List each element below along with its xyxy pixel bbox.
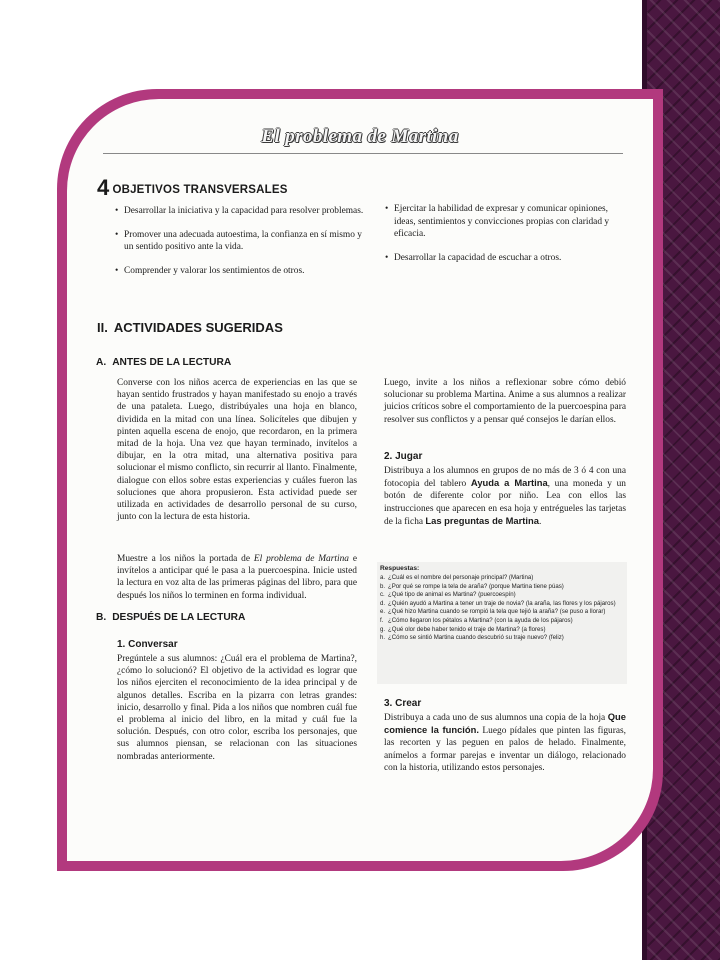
answer-text: ¿Qué tipo de animal es Martina? (puercoespín) (388, 591, 516, 599)
conversar-paragraph: Pregúntele a sus alumnos: ¿Cuál era el problema de Martina?, ¿cómo lo solucionó? El objetivo de la actividad es lograr que los niños ejerciten el reconocimiento de la idea principal y de algunos detalles. Escriba en la pizarra con letras grandes: inicio, desarrollo y final. Pida a los niños que nombren cuál fue el problema al inicio del libro, en la mitad y cuál fue la solución. Después, con otro color, escriba los personajes, que sus alumnos piensan, se relacionan con las situaciones nombradas anteriormente. (117, 654, 357, 762)
section-ii-title: ACTIVIDADES SUGERIDAS (113, 320, 283, 335)
answer-letter: e. (380, 608, 386, 616)
page-title: El problema de Martina (261, 126, 459, 147)
document-page (67, 99, 653, 861)
answer-item (380, 626, 624, 635)
answer-text: ¿Qué olor debe haber tenido el traje de Martina? (a flores) (388, 625, 546, 633)
subsection-a-letter: A. (96, 357, 107, 368)
answers-title: Respuestas: (380, 565, 420, 572)
answer-item (380, 591, 624, 600)
paragraph-text: . (538, 516, 542, 527)
crear-paragraph (384, 711, 626, 774)
subsection-a-heading (96, 357, 231, 368)
jugar-heading: 2. Jugar (384, 451, 423, 462)
crear-heading: 3. Crear (384, 698, 422, 709)
answer-text: ¿Cuál es el nombre del personaje principal? (Martina) (388, 574, 534, 581)
answer-letter: f. (380, 616, 384, 624)
before-reading-paragraph-1: Converse con los niños acerca de experiencias en las que se hayan sentido frustrados y hayan manifestado su enojo a través de una pataleta. Luego, distribúyales una hoja en blanco, dividida en la mitad con una línea. Solicíteles que dibujen y pinten aquella escena de enojo, que recordaron, en la primera mitad de la hoja. Una vez que hayan terminado, invítelos a dibujar, en la otra mitad, una alternativa positiva para solucionar el mismo conflicto, sin recurrir al llanto. Finalmente, dialogue con ellos sobre estas experiencias y cuáles fueron las soluciones que ahora propusieron. Esta actividad puede ser utilizada en actividades de desarrollo personal de su curso, junto con la lectura de esta historia. (117, 378, 357, 523)
answer-text: ¿Quién ayudó a Martina a tener un traje de novia? (la araña, las flores y los pájaros) (388, 599, 616, 607)
answer-letter: d. (380, 599, 386, 607)
answer-item (380, 574, 624, 583)
before-reading-paragraph-2 (117, 553, 357, 602)
answer-text: ¿Cómo llegaron los pétalos a Martina? (con la ayuda de los pájaros) (388, 616, 573, 624)
objective-item: • Ejercitar la habilidad de expresar y comunicar opiniones, ideas, sentimientos y convicciones propias con claridad y eficacia. (385, 203, 629, 241)
worksheet-name-bold: Que comience la función. (384, 711, 626, 736)
book-title-italic: El problema de Martina (253, 554, 349, 564)
paragraph-text: , una moneda y un botón de diferente color por niño. Lea con ellos las instrucciones que aparecen en esa hoja y entrégueles las tarjetas de la ficha (384, 479, 626, 527)
answer-item (380, 608, 624, 617)
paragraph-text: Luego pídales que pinten las figuras, las recorten y las peguen en palos de helado. Finalmente, anímelos a formar parejas e inventar un diálogo, relacionado con la historia, utilizando estos personajes. (384, 726, 626, 773)
answer-letter: b. (380, 582, 386, 590)
answer-item (380, 600, 624, 609)
board-name-bold: Ayuda a Martina (470, 477, 548, 489)
reflection-paragraph: Luego, invite a los niños a reflexionar sobre cómo debió solucionar su problema Martina. Anime a sus alumnos a realizar juicios críticos sobre el comportamiento de la puercoespina para resolver sus conflictos y a pensar qué consejos le darían ellos. (384, 378, 626, 425)
subsection-b-title: DESPUÉS DE LA LECTURA (112, 612, 246, 623)
objectives-right-list (385, 203, 629, 275)
answer-text: ¿Qué hizo Martina cuando se rompió la tela que tejió la araña? (se puso a llorar) (388, 608, 606, 616)
subsection-b-heading (96, 612, 245, 623)
jugar-paragraph (384, 465, 626, 528)
objective-item: • Comprender y valorar los sentimientos de otros. (115, 265, 365, 278)
answer-letter: a. (380, 574, 386, 581)
answer-item (380, 583, 624, 592)
title-divider (103, 153, 623, 154)
paragraph-text: Distribuya a cada uno de sus alumnos una copia de la hoja (384, 713, 608, 723)
objective-item: • Desarrollar la capacidad de escuchar a otros. (385, 252, 629, 265)
answers-box (377, 562, 627, 684)
section-4-number: 4 (97, 175, 110, 200)
answers-list (380, 574, 624, 643)
section-ii-heading (97, 320, 283, 335)
section-4-title: OBJETIVOS TRANSVERSALES (112, 184, 288, 196)
cards-name-bold: Las preguntas de Martina (425, 514, 539, 526)
paragraph-text: Distribuya a los alumnos en grupos de no más de 3 ó 4 con una fotocopia del tablero (384, 466, 626, 490)
subsection-a-title: ANTES DE LA LECTURA (112, 357, 232, 368)
objective-item: • Promover una adecuada autoestima, la confianza en sí mismo y un sentido positivo ante la vida. (115, 229, 365, 254)
paragraph-text: Muestre a los niños la portada de (117, 554, 254, 564)
answer-letter: g. (380, 625, 386, 633)
answer-letter: c. (380, 591, 385, 599)
answer-text: ¿Por qué se rompe la tela de araña? (porque Martina tiene púas) (388, 582, 564, 590)
answer-letter: h. (380, 634, 386, 642)
answer-item (380, 617, 624, 626)
objectives-left-list (115, 205, 365, 288)
subsection-b-letter: B. (96, 612, 107, 623)
section-4-heading (97, 175, 288, 201)
section-ii-number: II. (97, 320, 108, 335)
answer-item (380, 634, 624, 643)
objective-item: • Desarrollar la iniciativa y la capacidad para resolver problemas. (115, 205, 365, 218)
paragraph-text: e invítelos a anticipar qué le pasa a la puercoespina. Inicie usted la lectura en voz alta de las primeras páginas del libro, para que después los niños lo terminen en forma individual. (117, 554, 357, 601)
conversar-heading: 1. Conversar (117, 639, 178, 650)
answer-text: ¿Cómo se sintió Martina cuando descubrió su traje nuevo? (feliz) (388, 634, 564, 642)
